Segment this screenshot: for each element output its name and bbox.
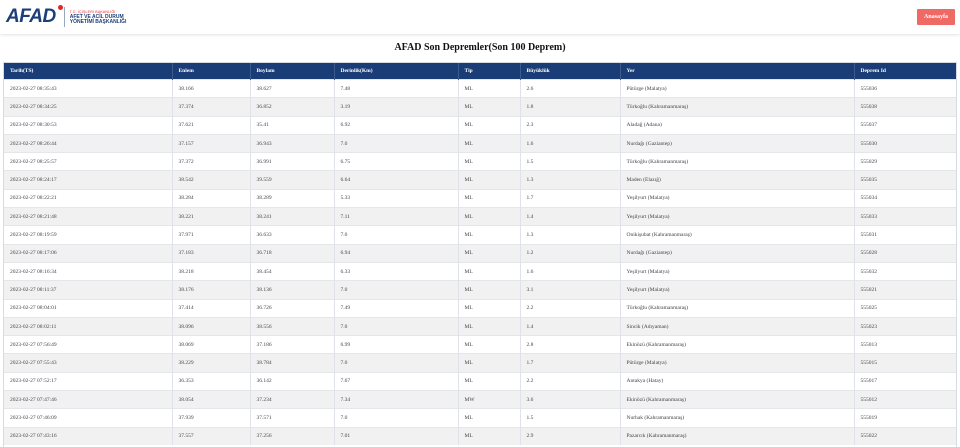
- table-row[interactable]: [4, 299, 956, 317]
- table-cell: 3.1: [520, 281, 620, 299]
- column-header[interactable]: Enlem: [172, 63, 250, 80]
- table-cell: 555031: [854, 226, 956, 244]
- table-cell: Yeşilyurt (Malatya): [620, 281, 854, 299]
- table-cell: Ekinözü (Kahramanmaraş): [620, 391, 854, 409]
- table-cell: 555029: [854, 153, 956, 171]
- table-cell: Yeşilyurt (Malatya): [620, 262, 854, 280]
- table-cell: 1.6: [520, 134, 620, 152]
- table-cell: 2023-02-27 07:43:16: [4, 427, 172, 445]
- table-cell: 37.183: [172, 244, 250, 262]
- table-cell: 7.48: [334, 80, 458, 98]
- table-cell: 38.542: [172, 171, 250, 189]
- table-header: [4, 63, 956, 80]
- table-cell: 36.726: [250, 299, 334, 317]
- table-cell: 38.556: [250, 317, 334, 335]
- table-cell: 555017: [854, 372, 956, 390]
- table-cell: 37.621: [172, 116, 250, 134]
- table-cell: 37.234: [250, 391, 334, 409]
- table-cell: 7.0: [334, 134, 458, 152]
- table-row[interactable]: [4, 391, 956, 409]
- table-cell: 2.2: [520, 299, 620, 317]
- table-cell: 37.971: [172, 226, 250, 244]
- table-cell: 38.221: [172, 208, 250, 226]
- table-cell: 38.166: [172, 80, 250, 98]
- column-header[interactable]: Boylam: [250, 63, 334, 80]
- table-cell: ML: [458, 153, 520, 171]
- table-cell: 555034: [854, 189, 956, 207]
- table-header-row: [4, 63, 956, 80]
- table-cell: ML: [458, 262, 520, 280]
- table-cell: 2023-02-27 07:46:09: [4, 409, 172, 427]
- afad-logo[interactable]: [6, 5, 126, 29]
- table-cell: 555037: [854, 116, 956, 134]
- top-navbar: [0, 0, 960, 34]
- table-cell: 38.229: [172, 354, 250, 372]
- table-cell: 37.186: [250, 336, 334, 354]
- table-cell: 38.284: [172, 189, 250, 207]
- table-cell: 1.5: [520, 153, 620, 171]
- table-cell: 36.718: [250, 244, 334, 262]
- table-row[interactable]: [4, 134, 956, 152]
- table-cell: 7.0: [334, 226, 458, 244]
- table-cell: 2023-02-27 08:25:57: [4, 153, 172, 171]
- table-cell: 1.3: [520, 226, 620, 244]
- table-cell: 1.2: [520, 244, 620, 262]
- table-cell: 38.454: [250, 262, 334, 280]
- table-cell: 2023-02-27 08:21:48: [4, 208, 172, 226]
- table-cell: 1.7: [520, 189, 620, 207]
- table-cell: Türkoğlu (Kahramanmaraş): [620, 98, 854, 116]
- table-cell: ML: [458, 134, 520, 152]
- table-cell: ML: [458, 226, 520, 244]
- table-row[interactable]: [4, 317, 956, 335]
- table-cell: ML: [458, 336, 520, 354]
- table-cell: 5.33: [334, 189, 458, 207]
- table-cell: Nurdağı (Gaziantep): [620, 134, 854, 152]
- table-cell: 2023-02-27 08:35:43: [4, 80, 172, 98]
- table-row[interactable]: [4, 208, 956, 226]
- table-cell: Türkoğlu (Kahramanmaraş): [620, 299, 854, 317]
- table-cell: ML: [458, 281, 520, 299]
- table-cell: 35.41: [250, 116, 334, 134]
- logo-divider: [64, 7, 65, 27]
- table-cell: 2023-02-27 08:30:53: [4, 116, 172, 134]
- table-cell: 3.6: [520, 391, 620, 409]
- table-row[interactable]: [4, 427, 956, 445]
- column-header[interactable]: Tip: [458, 63, 520, 80]
- table-row[interactable]: [4, 189, 956, 207]
- table-cell: 6.94: [334, 244, 458, 262]
- column-header[interactable]: Derinlik(Km): [334, 63, 458, 80]
- table-cell: MW: [458, 391, 520, 409]
- logo-line-1: T.C. İÇİŞLERİ BAKANLIĞI: [69, 9, 116, 14]
- table-cell: ML: [458, 171, 520, 189]
- table-cell: 37.157: [172, 134, 250, 152]
- table-cell: Yeşilyurt (Malatya): [620, 189, 854, 207]
- table-cell: 555032: [854, 262, 956, 280]
- table-cell: 39.559: [250, 171, 334, 189]
- table-cell: Pazarcık (Kahramanmaraş): [620, 427, 854, 445]
- table-cell: Nurdağı (Gaziantep): [620, 244, 854, 262]
- table-cell: Nurhak (Kahramanmaraş): [620, 409, 854, 427]
- home-button[interactable]: Anasayfa: [917, 9, 955, 25]
- column-header[interactable]: Büyüklük: [520, 63, 620, 80]
- table-cell: 6.75: [334, 153, 458, 171]
- table-cell: 555028: [854, 244, 956, 262]
- table-cell: ML: [458, 317, 520, 335]
- table-row[interactable]: [4, 372, 956, 390]
- table-cell: ML: [458, 299, 520, 317]
- table-cell: 1.3: [520, 171, 620, 189]
- table-cell: 2023-02-27 08:34:25: [4, 98, 172, 116]
- table-cell: 1.7: [520, 354, 620, 372]
- table-cell: 38.241: [250, 208, 334, 226]
- table-cell: 38.136: [250, 281, 334, 299]
- column-header[interactable]: Deprem Id: [854, 63, 956, 80]
- table-cell: 7.11: [334, 208, 458, 226]
- table-cell: Pütürge (Malatya): [620, 354, 854, 372]
- table-cell: Sincik (Adıyaman): [620, 317, 854, 335]
- table-cell: 2023-02-27 08:17:06: [4, 244, 172, 262]
- table-cell: Pütürge (Malatya): [620, 80, 854, 98]
- table-cell: 555012: [854, 391, 956, 409]
- table-cell: 1.8: [520, 98, 620, 116]
- table-cell: 3.19: [334, 98, 458, 116]
- table-row[interactable]: [4, 116, 956, 134]
- table-cell: Maden (Elazığ): [620, 171, 854, 189]
- table-cell: 38.627: [250, 80, 334, 98]
- logo-line-2: AFET VE ACİL DURUM: [69, 13, 124, 20]
- table-cell: Yeşilyurt (Malatya): [620, 208, 854, 226]
- table-row[interactable]: [4, 354, 956, 372]
- table-row[interactable]: [4, 262, 956, 280]
- table-row[interactable]: [4, 98, 956, 116]
- table-cell: 1.4: [520, 208, 620, 226]
- table-cell: 7.0: [334, 317, 458, 335]
- table-cell: 36.991: [250, 153, 334, 171]
- table-row[interactable]: [4, 336, 956, 354]
- table-cell: 37.414: [172, 299, 250, 317]
- table-cell: 555022: [854, 427, 956, 445]
- page-title: AFAD Son Depremler(Son 100 Deprem): [394, 42, 566, 53]
- table-cell: 1.4: [520, 317, 620, 335]
- table-cell: ML: [458, 98, 520, 116]
- table-cell: 36.943: [250, 134, 334, 152]
- table-cell: 555038: [854, 98, 956, 116]
- table-body: [4, 80, 956, 445]
- table-cell: 38.176: [172, 281, 250, 299]
- table-cell: 1.6: [520, 262, 620, 280]
- table-cell: 2023-02-27 08:26:44: [4, 134, 172, 152]
- table-cell: Ekinözü (Kahramanmaraş): [620, 336, 854, 354]
- table-cell: 555030: [854, 134, 956, 152]
- table-cell: 2023-02-27 07:52:17: [4, 372, 172, 390]
- table-cell: Aladağ (Adana): [620, 116, 854, 134]
- table-cell: 36.142: [250, 372, 334, 390]
- logo-institution-text: [70, 10, 127, 25]
- table-cell: 555021: [854, 281, 956, 299]
- table-cell: 2023-02-27 08:04:01: [4, 299, 172, 317]
- table-cell: 38.218: [172, 262, 250, 280]
- table-cell: ML: [458, 208, 520, 226]
- logo-dot-icon: [58, 5, 63, 10]
- table-cell: 555015: [854, 354, 956, 372]
- logo-wordmark: AFAD: [6, 6, 56, 27]
- table-cell: 2023-02-27 08:22:21: [4, 189, 172, 207]
- table-row[interactable]: [4, 80, 956, 98]
- table-cell: 6.33: [334, 262, 458, 280]
- table-cell: ML: [458, 354, 520, 372]
- table-cell: 6.92: [334, 116, 458, 134]
- table-cell: 36.852: [250, 98, 334, 116]
- table-cell: 37.256: [250, 427, 334, 445]
- table-cell: 2023-02-27 08:19:59: [4, 226, 172, 244]
- table-cell: 38.054: [172, 391, 250, 409]
- table-cell: ML: [458, 116, 520, 134]
- table-cell: 555013: [854, 336, 956, 354]
- table-cell: 38.069: [172, 336, 250, 354]
- table-cell: ML: [458, 244, 520, 262]
- table-cell: 2023-02-27 08:11:37: [4, 281, 172, 299]
- table-cell: 36.633: [250, 226, 334, 244]
- table-cell: 555033: [854, 208, 956, 226]
- table-cell: 2023-02-27 08:24:17: [4, 171, 172, 189]
- table-cell: Türkoğlu (Kahramanmaraş): [620, 153, 854, 171]
- table-row[interactable]: [4, 226, 956, 244]
- table-row[interactable]: [4, 244, 956, 262]
- table-cell: 555019: [854, 409, 956, 427]
- table-cell: 555025: [854, 299, 956, 317]
- table-cell: 2.6: [520, 80, 620, 98]
- table-cell: 36.353: [172, 372, 250, 390]
- table-row[interactable]: [4, 153, 956, 171]
- column-header[interactable]: Yer: [620, 63, 854, 80]
- table-cell: ML: [458, 80, 520, 98]
- table-cell: 555035: [854, 171, 956, 189]
- table-cell: 37.374: [172, 98, 250, 116]
- table-cell: 37.557: [172, 427, 250, 445]
- table-cell: 555023: [854, 317, 956, 335]
- table-cell: 6.64: [334, 171, 458, 189]
- table-cell: 7.34: [334, 391, 458, 409]
- table-cell: 2.9: [520, 427, 620, 445]
- table-cell: 7.0: [334, 409, 458, 427]
- table-cell: 2023-02-27 08:02:11: [4, 317, 172, 335]
- column-header[interactable]: Tarih(TS): [4, 63, 172, 80]
- table-cell: 38.289: [250, 189, 334, 207]
- table-cell: ML: [458, 427, 520, 445]
- table-row[interactable]: [4, 409, 956, 427]
- table-cell: ML: [458, 409, 520, 427]
- table-row[interactable]: [4, 171, 956, 189]
- table-cell: 2023-02-27 07:56:49: [4, 336, 172, 354]
- table-cell: ML: [458, 372, 520, 390]
- logo-line-3: YÖNETİMİ BAŞKANLIĞI: [69, 18, 127, 25]
- table-row[interactable]: [4, 281, 956, 299]
- table-cell: 2.2: [520, 372, 620, 390]
- table-cell: 2023-02-27 08:16:34: [4, 262, 172, 280]
- table-cell: 7.67: [334, 372, 458, 390]
- table-cell: 2023-02-27 07:55:43: [4, 354, 172, 372]
- earthquake-table-container[interactable]: [3, 62, 957, 447]
- table-cell: 37.939: [172, 409, 250, 427]
- table-cell: 7.0: [334, 281, 458, 299]
- table-cell: ML: [458, 189, 520, 207]
- table-cell: Antakya (Hatay): [620, 372, 854, 390]
- table-cell: 38.784: [250, 354, 334, 372]
- table-cell: Onikişubat (Kahramanmaraş): [620, 226, 854, 244]
- table-cell: 2.3: [520, 116, 620, 134]
- table-cell: 2.8: [520, 336, 620, 354]
- table-cell: 6.99: [334, 336, 458, 354]
- table-cell: 37.571: [250, 409, 334, 427]
- table-cell: 7.0: [334, 354, 458, 372]
- earthquake-table: [4, 63, 957, 445]
- table-cell: 37.372: [172, 153, 250, 171]
- table-cell: 7.49: [334, 299, 458, 317]
- table-cell: 1.5: [520, 409, 620, 427]
- table-cell: 38.096: [172, 317, 250, 335]
- table-cell: 7.01: [334, 427, 458, 445]
- table-cell: 2023-02-27 07:47:46: [4, 391, 172, 409]
- table-cell: 555036: [854, 80, 956, 98]
